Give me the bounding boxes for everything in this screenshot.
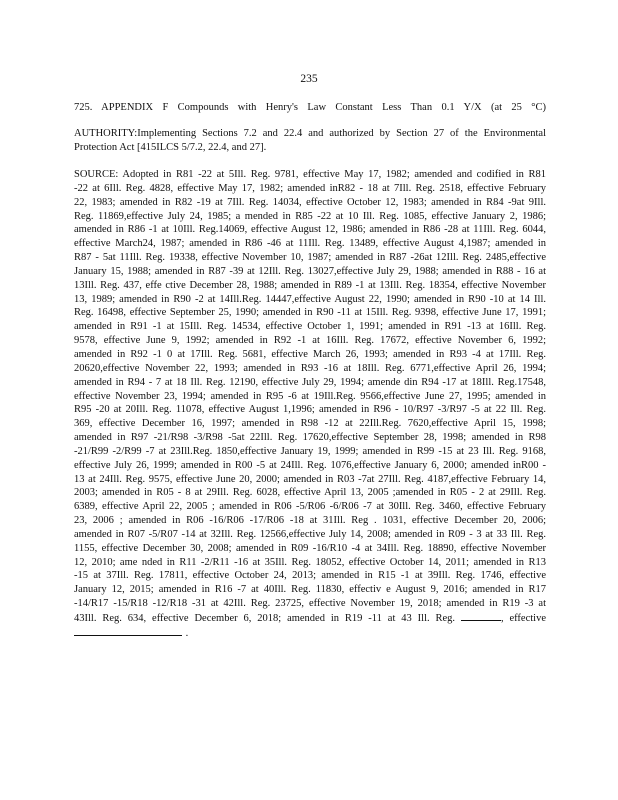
- source-end-period: .: [185, 627, 189, 639]
- blank-effective-date: [74, 626, 182, 636]
- source-end-effective: , effective: [500, 613, 546, 624]
- source-text: SOURCE: Adopted in R81 -22 at 5Ill. Reg. 9781, effective May 17, 1982; amended and codified in R81 -22 at 6Ill. Reg. 4828, effective May 17, 1982; amended inR82 - 18 at 7Ill. Reg. 2518, effective February 22, 1983; amended in R82 -19 at 7Ill. Reg. 14034, effective October 12, 1983; amended in R84 -9at 9Ill. Reg. 11869,effective July 24, 1985; a mended in R85 -22 at 10 Ill. Reg. 1085, effective January 2, 1986; amended in R86 -1 at 10Ill. Reg.14069, effective August 12, 1986; amended in R86 -28 at 11Ill. Reg. 6044, effective March24, 1987; amended in R86 -46 at 11Ill. Reg. 13489, effective August 4,1987; amended in R87 - 5at 11Ill. Reg. 19338, effective November 10, 1987; amended in R87 -26at 12Ill. Reg. 2485,effective January 15, 1988; amended in R87 -39 at 12Ill. Reg. 13027,effective July 29, 1988; amended in R88 - 16 at 13Ill. Reg. 437, effe ctive December 28, 1988; amended in R89 -1 at 13Ill. Reg. 18354, effective November 13, 1989; amended in R90 -2 at 14Ill.Reg. 14447,effective August 22, 1990; amended in R90 -10 at 14 Ill. Reg. 16498, effective September 25, 1990; amended in R90 -11 at 15Ill. Reg. 9398, effective June 17, 1991; amended in R91 -1 at 15Ill. Reg. 14534, effective October 1, 1991; amended in R91 -13 at 16Ill. Reg. 9578, effective June 9, 1992; amended in R92 -1 at 16Ill. Reg. 17672, effective November 6, 1992; amended in R92 -1 0 at 17Ill. Reg. 5681, effective March 26, 1993; amended in R93 -4 at 17Ill. Reg. 20620,effective November 22, 1993; amended in R93 -16 at 18Ill. Reg. 6771,effective April 26, 1994; amended in R94 - 7 at 18 Ill. Reg. 12190, effective July 29, 1994; amende din R94 -17 at 18Ill. Reg.17548, effective November 23, 1994; amended in R95 -6 at 19Ill.Reg. 9566,effective June 27, 1995; amended in R95 -20 at 20Ill. Reg. 11078, effective August 1,1996; amended in R96 - 10/R97 -3/R97 -5 at 22 Ill. Reg. 369, effective December 16, 1997; amended in R98 -12 at 22Ill.Reg. 7620,effective April 15, 1998; amended in R97 -21/R98 -3/R98 -5at 22Ill. Reg. 17620,effective September 28, 1998; amended in R98 -21/R99 -2/R99 -7 at 23Ill.Reg. 1850,effective January 19, 1999; amended in R99 -15 at 23 Ill. Reg. 9168, effective July 26, 1999; amended in R00 -5 at 24Ill. Reg. 1076,effective January 6, 2000; amended inR00 - 13 at 24Ill. Reg. 9575, effective June 20, 2000; amended in R03 -7at 27Ill. Reg. 4187,effective February 14, 2003; amended in R05 - 8 at 29Ill. Reg. 6028, effective April 13, 2005 ;amended in R05 - 2 at 29Ill. Reg. 6389, effective April 22, 2005 ; amended in R06 -5/R06 -6/R06 -7 at 30Ill. Reg. 3460, effective February 23, 2006 ; amended in R06 -16/R06 -17/R06 -18 at 31Ill. Reg . 1031, effective December 20, 2006; amended in R07 -5/R07 -14 at 32Ill. Reg. 12566,effective July 14, 2008; amended in R09 - 3 at 33 Ill. Reg. 1155, effective December 30, 2008; amended in R09 -16/R10 -4 at 34Ill. Reg. 18890, effective November 12, 2010; ame nded in R11 -2/R11 -16 at 35Ill. Reg. 18052, effective October 14, 2011; amended in R13 -15 at 37Ill. Reg. 17811, effective October 24, 2013; amended in R15 -1 at 39Ill. Reg. 1746, effective January 12, 2015; amended in R16 -7 at 40Ill. Reg. 11830, effectiv e August 9, 2016; amended in R17 -14/R17 -15/R18 -12/R18 -31 at 42Ill. Reg. 23725, effective November 19, 2018; amended in R19 -3 at 43Ill. Reg. 634, effective December 6, 2018; amended in R19 -11 at 43 Ill. Reg.: [74, 169, 546, 624]
- section-heading: 725. APPENDIX F Compounds with Henry's Law Constant Less Than 0.1 Y/X (at 25 °C): [74, 102, 546, 113]
- page-number: 235: [300, 73, 318, 85]
- authority-note: AUTHORITY:Implementing Sections 7.2 and 22.4 and authorized by Section 27 of the Environmental Protection Act [415ILCS 5/7.2, 22.4, and 27].: [74, 128, 546, 153]
- source-note: [74, 168, 546, 641]
- blank-register-page: [461, 611, 501, 621]
